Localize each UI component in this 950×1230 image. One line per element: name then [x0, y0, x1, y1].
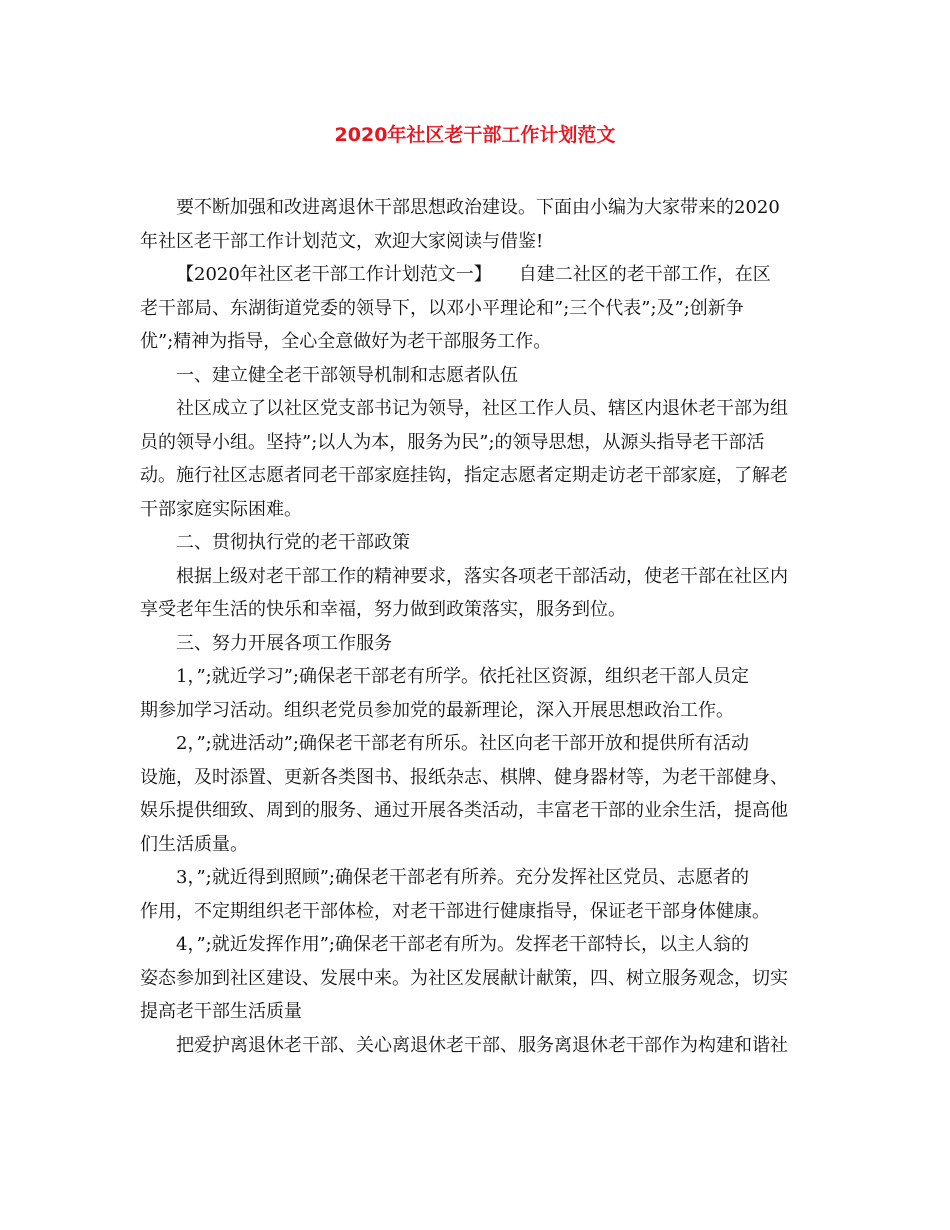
text-line: 员的领导小组。坚持”;以人为本，服务为民”;的领导思想，从源头指导老干部活 — [140, 431, 765, 453]
text-line: 三、努力开展各项工作服务 — [176, 632, 392, 654]
text-line: 优”;精神为指导，全心全意做好为老干部服务工作。 — [140, 331, 552, 352]
text-line: 期参加学习活动。组织老党员参加党的最新理论，深入开展思想政治工作。 — [140, 699, 734, 721]
text-line: 老干部局、东湖街道党委的领导下，以邓小平理论和”;三个代表”;及”;创新争 — [140, 297, 744, 319]
text-line: 要不断加强和改进离退休干部思想政治建设。下面由小编为大家带来的2020 — [176, 197, 780, 218]
text-line: 社区成立了以社区党支部书记为领导，社区工作人员、辖区内退休老干部为组 — [176, 398, 788, 419]
text-line: 3，”;就近得到照顾”;确保老干部老有所养。充分发挥社区党员、志愿者的 — [176, 867, 749, 888]
text-line: 1，”;就近学习”;确保老干部老有所学。依托社区资源，组织老干部人员定 — [176, 666, 749, 687]
text-line: 一、建立健全老干部领导机制和志愿者队伍 — [176, 364, 518, 386]
text-line: 【2020年社区老干部工作计划范文一】 自建二社区的老干部工作，在区 — [176, 264, 771, 285]
text-line: 动。施行社区志愿者同老干部家庭挂钩，指定志愿者定期走访老干部家庭，了解老 — [140, 465, 788, 486]
document-title: 2020年社区老干部工作计划范文 — [334, 124, 616, 146]
text-line: 娱乐提供细致、周到的服务、通过开展各类活动，丰富老干部的业余生活，提高他 — [140, 800, 788, 821]
text-line: 2，”;就进活动”;确保老干部老有所乐。社区向老干部开放和提供所有活动 — [176, 733, 749, 754]
text-line: 年社区老干部工作计划范文，欢迎大家阅读与借鉴! — [140, 230, 544, 252]
text-line: 作用，不定期组织老干部体检，对老干部进行健康指导，保证老干部身体健康。 — [140, 900, 770, 922]
text-line: 二、贯彻执行党的老干部政策 — [176, 532, 410, 553]
text-line: 4，”;就近发挥作用”;确保老干部老有所为。发挥老干部特长，以主人翁的 — [176, 934, 749, 955]
text-line: 姿态参加到社区建设、发展中来。为社区发展献计献策，四、树立服务观念，切实 — [140, 967, 788, 989]
text-line: 享受老年生活的快乐和幸福，努力做到政策落实，服务到位。 — [140, 599, 626, 620]
document-body — [140, 191, 812, 1062]
text-line: 把爱护离退休老干部、关心离退休老干部、服务离退休老干部作为构建和谐社 — [176, 1034, 788, 1056]
text-line: 设施，及时添置、更新各类图书、报纸杂志、棋牌、健身器材等，为老干部健身、 — [140, 766, 788, 788]
text-line: 提高老干部生活质量 — [140, 1001, 302, 1022]
text-line: 根据上级对老干部工作的精神要求，落实各项老干部活动，使老干部在社区内 — [176, 565, 788, 587]
text-line: 们生活质量。 — [140, 833, 248, 855]
text-line: 干部家庭实际困难。 — [140, 498, 302, 520]
